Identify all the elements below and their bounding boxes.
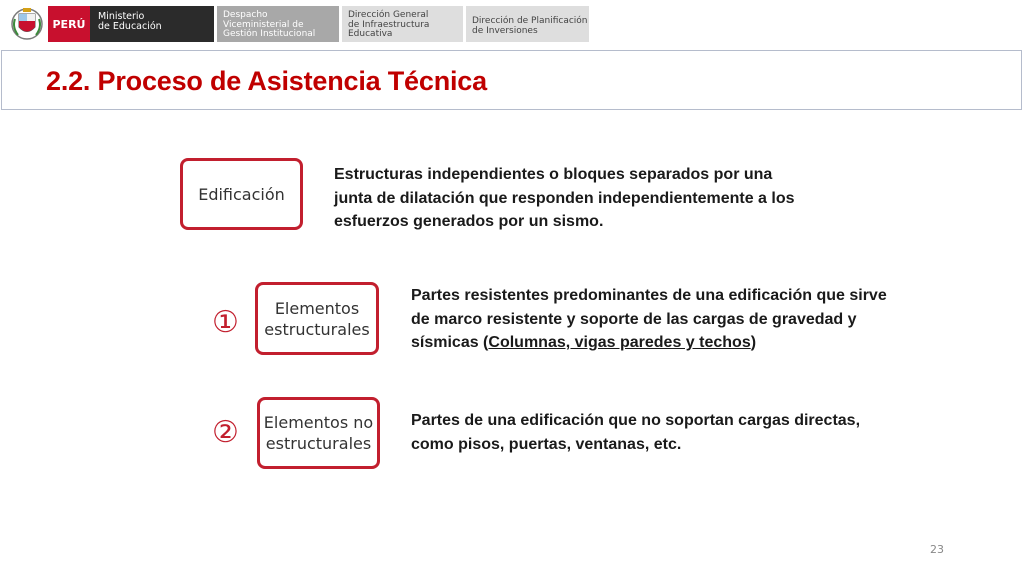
office-line: Viceministerial de xyxy=(223,19,304,30)
peru-label: PERÚ xyxy=(48,6,90,42)
term-box-elementos-estructurales xyxy=(255,282,379,355)
slide-title: 2.2. Proceso de Asistencia Técnica xyxy=(46,66,487,96)
coat-of-arms-icon xyxy=(10,5,44,41)
office-line: de Inversiones xyxy=(472,25,538,36)
office-label-infraestructura xyxy=(342,6,463,42)
term-label: Elementos estructurales xyxy=(264,298,370,339)
office-line: Dirección General xyxy=(348,10,429,20)
term-label: Edificación xyxy=(198,184,285,204)
office-line: Gestión Institucional xyxy=(223,29,316,39)
term-box-elementos-no-estructurales xyxy=(257,397,380,469)
header-banner xyxy=(0,0,1024,46)
description-edificacion: Estructuras independientes o bloques separados por una junta de dilatación que responden independientemente a los esfuerzos generados por un sismo. xyxy=(334,166,795,230)
office-line: Dirección de Planificación xyxy=(472,16,588,26)
circled-number-two-icon: ② xyxy=(212,415,239,450)
ministry-line: de Educación xyxy=(98,21,162,32)
office-line: Despacho xyxy=(223,10,268,20)
circled-number-one-icon: ① xyxy=(212,305,239,340)
ministry-label xyxy=(90,6,214,42)
office-line: Educativa xyxy=(348,29,393,39)
ministry-line: Ministerio xyxy=(98,11,145,22)
slide-number: 23 xyxy=(930,543,944,556)
description-elementos-no-estructurales: Partes de una edificación que no soportan cargas directas, como pisos, puertas, ventanas, etc. xyxy=(411,412,861,453)
office-label-planificacion xyxy=(466,6,589,42)
office-line: de Infraestructura xyxy=(348,19,430,30)
description-elementos-estructurales xyxy=(411,284,891,355)
description-text: ) xyxy=(750,334,757,351)
term-box-edificacion xyxy=(180,158,303,230)
description-underlined: Columnas, vigas paredes y techos xyxy=(488,334,751,351)
office-label-viceministerial xyxy=(217,6,339,42)
term-label: Elementos no estructurales xyxy=(263,413,374,453)
description-text: Partes resistentes predominantes de una edificación que sirve de marco resistente y soporte de las cargas de gravedad y sísmicas ( xyxy=(411,287,887,351)
